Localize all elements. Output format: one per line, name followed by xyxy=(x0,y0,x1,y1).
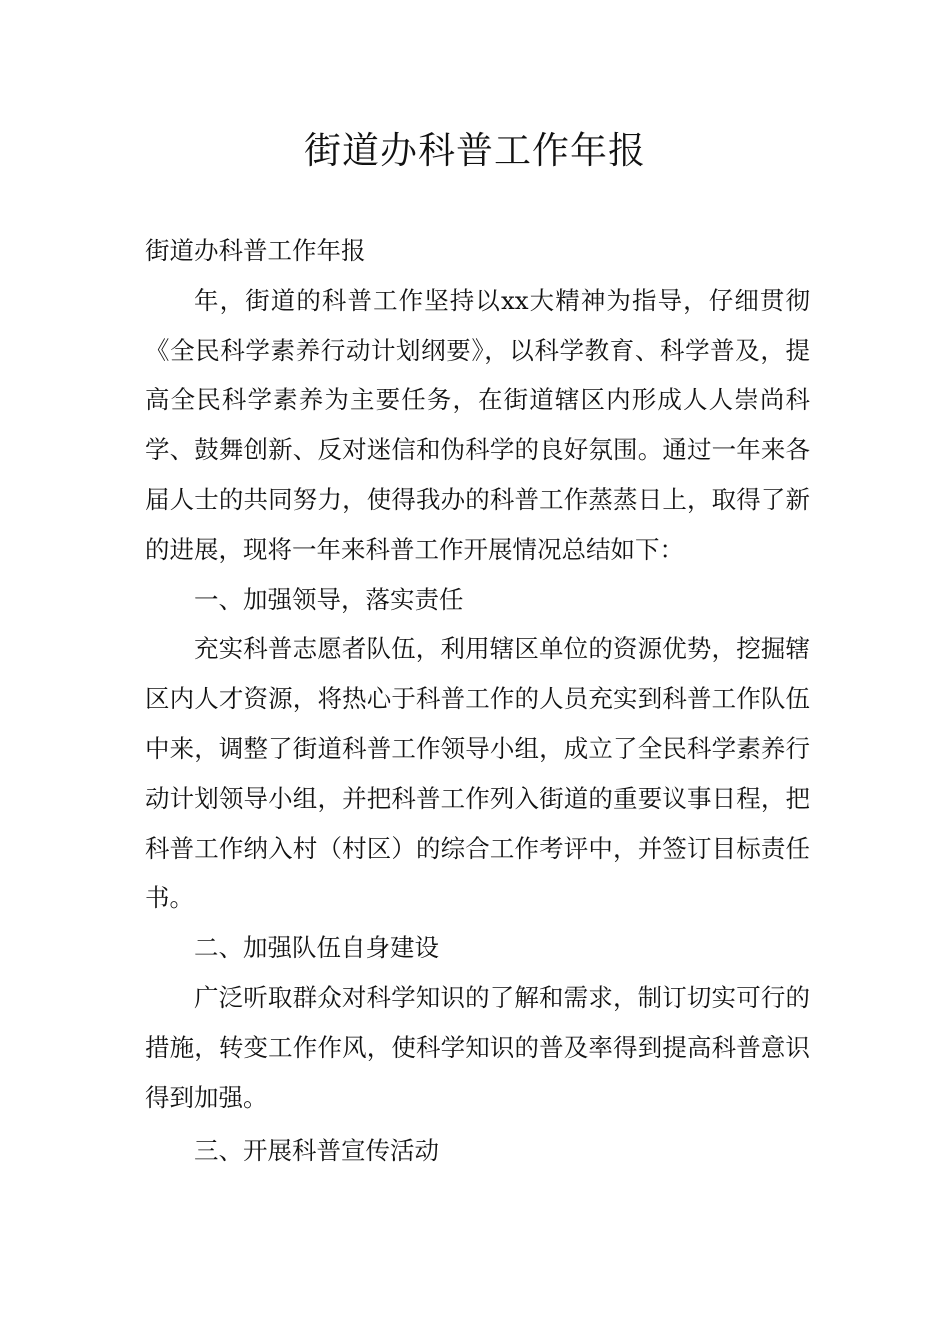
document-subtitle: 街道办科普工作年报 xyxy=(145,236,366,265)
paragraph-intro: 年，街道的科普工作坚持以xx大精神为指导，仔细贯彻《全民科学素养行动计划纲要》，以科学教育、科学普及，提高全民科学素养为主要任务，在街道辖区内形成人人崇尚科学、鼓舞创新、反对迷信和伪科学的良好氛围。通过一年来各届人士的共同努力，使得我办的科普工作蒸蒸日上，取得了新的进展，现将一年来科普工作开展情况总结如下： xyxy=(145,285,810,564)
paragraph-section-2: 广泛听取群众对科学知识的了解和需求，制订切实可行的措施，转变工作作风，使科学知识的普及率得到提高科普意识得到加强。 xyxy=(145,982,810,1112)
section-heading-2: 二、加强队伍自身建设 xyxy=(194,933,439,963)
section-heading-1: 一、加强领导，落实责任 xyxy=(194,584,464,614)
section-heading-3: 三、开展科普宣传活动 xyxy=(194,1136,439,1166)
document-body xyxy=(145,226,810,1176)
paragraph-section-1: 充实科普志愿者队伍，利用辖区单位的资源优势，挖掘辖区内人才资源，将热心于科普工作的人员充实到科普工作队伍中来，调整了街道科普工作领导小组，成立了全民科学素养行动计划领导小组，并把科普工作列入街道的重要议事日程，把科普工作纳入村（村区）的综合工作考评中，并签订目标责任书。 xyxy=(145,634,810,913)
document-title: 街道办科普工作年报 xyxy=(304,129,646,172)
